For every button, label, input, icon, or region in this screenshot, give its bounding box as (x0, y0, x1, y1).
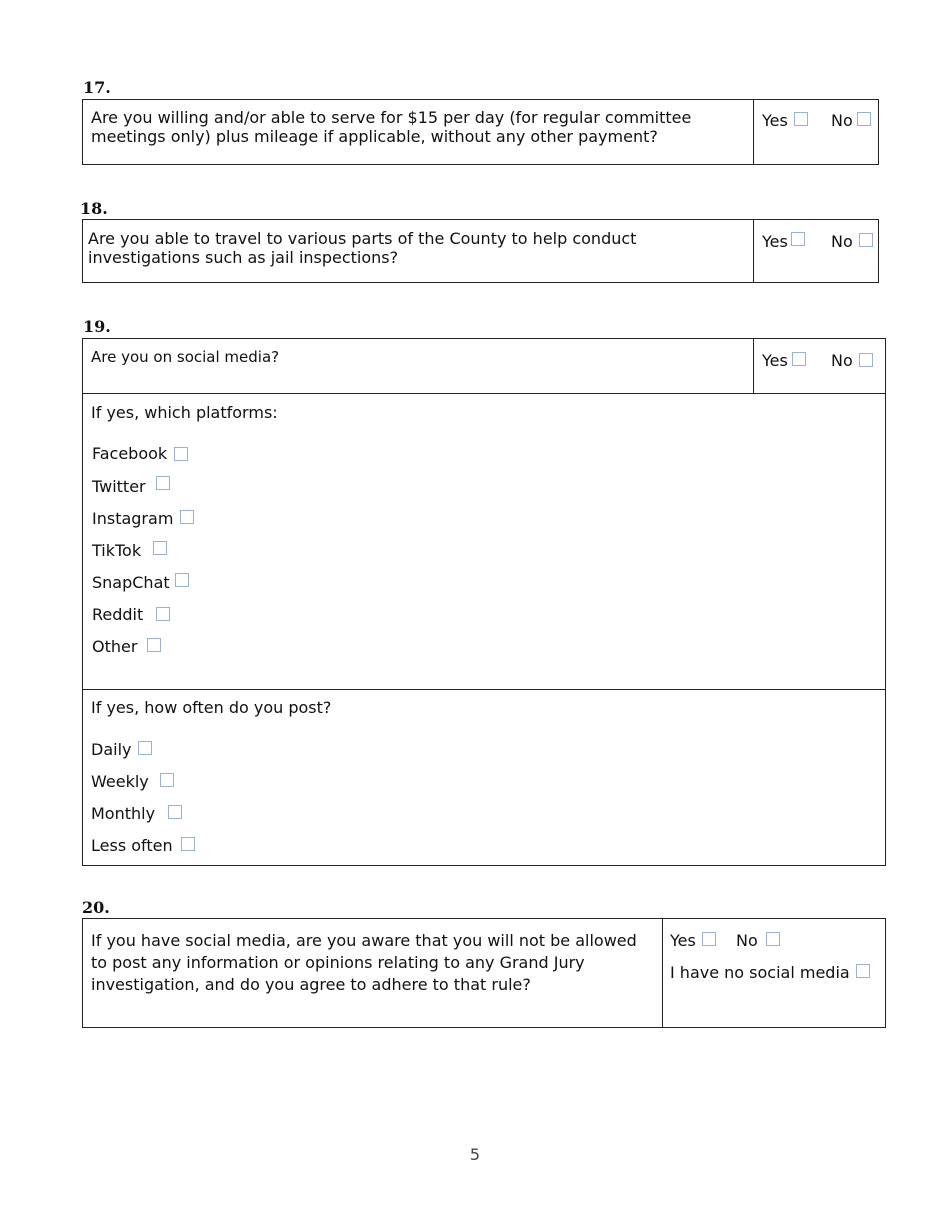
frequency-less-often-checkbox[interactable] (181, 837, 195, 851)
q17-no-checkbox[interactable] (857, 112, 871, 126)
question-20-number: 20. (82, 898, 110, 917)
q17-yes-checkbox[interactable] (794, 112, 808, 126)
question-20-text: If you have social media, are you aware that you will not be allowed to post any information or opinions relating to any Grand Jury investigation, and do you agree to adhere to that rule? (91, 931, 637, 994)
platform-snapchat-checkbox[interactable] (175, 573, 189, 587)
platforms-prompt: If yes, which platforms: (91, 403, 278, 422)
frequency-less-often-label: Less often (91, 836, 173, 855)
question-20-box (82, 918, 886, 1028)
q20-no-social-label: I have no social media (670, 963, 850, 982)
q20-yes-label: Yes (670, 931, 696, 950)
question-18-number: 18. (80, 199, 108, 218)
platform-instagram-checkbox[interactable] (180, 510, 194, 524)
platform-tiktok-label: TikTok (92, 541, 142, 560)
q19-section-divider-1 (83, 393, 885, 394)
platform-tiktok-checkbox[interactable] (153, 541, 167, 555)
platform-twitter-label: Twitter (92, 477, 146, 496)
frequency-monthly-label: Monthly (91, 804, 156, 823)
platform-other-checkbox[interactable] (147, 638, 161, 652)
q17-no-label: No (831, 111, 853, 130)
question-17-text: Are you willing and/or able to serve for $15 per day (for regular committee meetings only) plus mileage if applicable, without any other payment? (91, 108, 692, 146)
question-17-box (82, 99, 879, 165)
q18-yes-label: Yes (762, 232, 788, 251)
q19-yes-checkbox[interactable] (792, 352, 806, 366)
q18-yes-checkbox[interactable] (791, 232, 805, 246)
q20-no-checkbox[interactable] (766, 932, 780, 946)
question-19-box (82, 338, 886, 866)
page-number: 5 (469, 1145, 481, 1164)
q19-yes-label: Yes (762, 351, 788, 370)
platform-facebook-checkbox[interactable] (174, 447, 188, 461)
platform-reddit-checkbox[interactable] (156, 607, 170, 621)
question-18-box (82, 219, 879, 283)
question-17-number: 17. (83, 78, 111, 97)
q20-yes-checkbox[interactable] (702, 932, 716, 946)
question-18-divider (753, 220, 754, 282)
platform-instagram-label: Instagram (92, 509, 174, 528)
q18-no-label: No (831, 232, 853, 251)
question-18-text: Are you able to travel to various parts of the County to help conduct investigations such as jail inspections? (88, 229, 637, 267)
platform-facebook-label: Facebook (92, 444, 168, 463)
question-20-divider (662, 919, 663, 1027)
platform-reddit-label: Reddit (92, 605, 144, 624)
q18-no-checkbox[interactable] (859, 233, 873, 247)
q17-yes-label: Yes (762, 111, 788, 130)
question-19-number: 19. (83, 317, 111, 336)
question-19-text: Are you on social media? (91, 348, 280, 366)
question-19-divider (753, 339, 754, 393)
q19-section-divider-2 (83, 689, 885, 690)
q20-no-label: No (736, 931, 758, 950)
platform-twitter-checkbox[interactable] (156, 476, 170, 490)
q19-no-label: No (831, 351, 853, 370)
platform-snapchat-label: SnapChat (92, 573, 170, 592)
platform-other-label: Other (92, 637, 138, 656)
frequency-daily-checkbox[interactable] (138, 741, 152, 755)
q19-no-checkbox[interactable] (859, 353, 873, 367)
frequency-prompt: If yes, how often do you post? (91, 698, 332, 717)
frequency-weekly-checkbox[interactable] (160, 773, 174, 787)
q20-no-social-checkbox[interactable] (856, 964, 870, 978)
question-17-divider (753, 100, 754, 164)
frequency-daily-label: Daily (91, 740, 132, 759)
frequency-weekly-label: Weekly (91, 772, 149, 791)
frequency-monthly-checkbox[interactable] (168, 805, 182, 819)
